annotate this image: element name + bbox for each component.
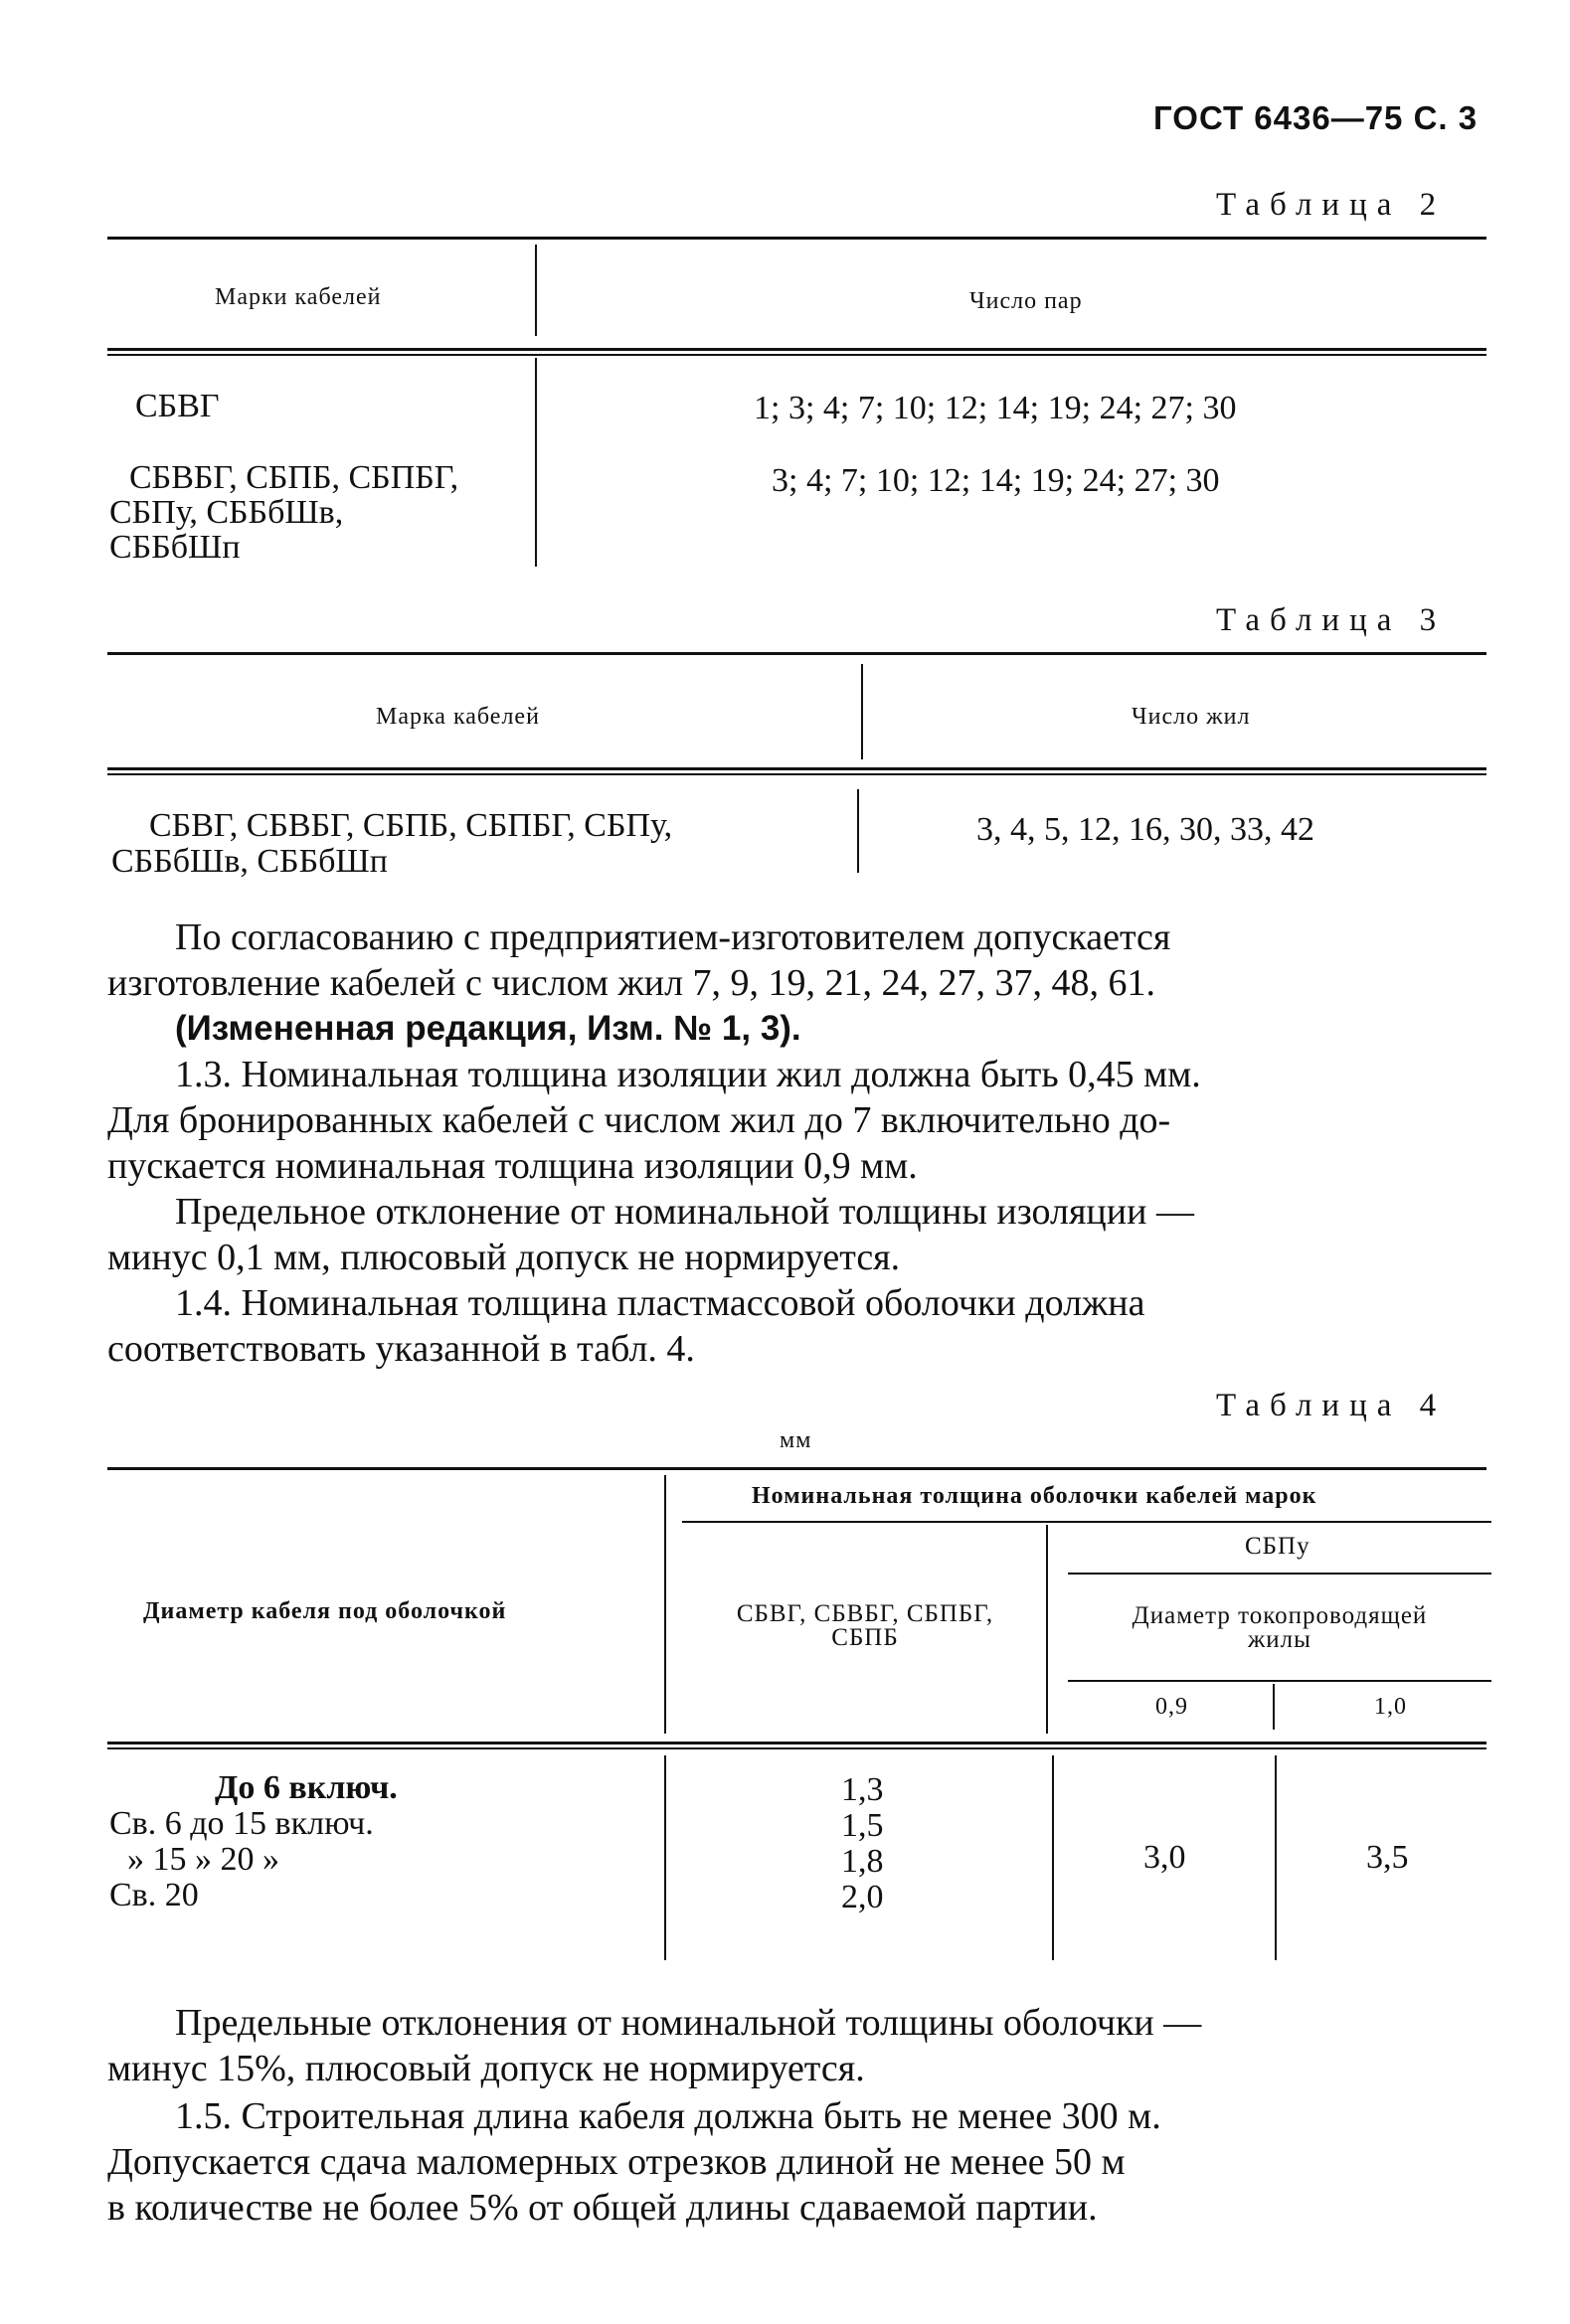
table4-diameter-4: Св. 20 bbox=[109, 1877, 199, 1913]
table4-diameter-3: » 15 » 20 » bbox=[127, 1841, 279, 1878]
table2-header-rule bbox=[107, 348, 1486, 351]
table4-diameter-2: Св. 6 до 15 включ. bbox=[109, 1805, 374, 1842]
table2-col-marks: Марки кабелей bbox=[215, 284, 382, 310]
table4-header-divider-3 bbox=[1273, 1684, 1275, 1730]
table3-header-rule-2 bbox=[107, 773, 1486, 775]
paragraph-agreement-line1: По согласованию с предприятием-изготовителем допускается bbox=[175, 916, 1171, 958]
table4-diameter-1: До 6 включ. bbox=[215, 1769, 398, 1806]
table4-col-sbpu: СБПу bbox=[1245, 1533, 1310, 1560]
table4-sbvg-value-2: 1,5 bbox=[841, 1807, 884, 1844]
table2-row2-marks-line2: СБПу, СББбШв, bbox=[109, 494, 344, 531]
paragraph-1-3-line1: 1.3. Номинальная толщина изоляции жил должна быть 0,45 мм. bbox=[175, 1054, 1201, 1095]
table3-header-rule bbox=[107, 767, 1486, 770]
table4-header-rule-2 bbox=[107, 1747, 1486, 1749]
table2-header-divider bbox=[535, 245, 537, 336]
table4-top-rule bbox=[107, 1467, 1486, 1470]
table2-col-pairs: Число пар bbox=[969, 288, 1083, 314]
table4-col-group: Номинальная толщина оболочки кабелей марок bbox=[752, 1483, 1317, 1509]
table4-header-divider-1 bbox=[664, 1475, 666, 1734]
table4-body-divider-1 bbox=[664, 1755, 666, 1960]
table3-caption: Таблица 3 bbox=[1216, 602, 1447, 638]
paragraph-1-5-line2: Допускается сдача маломерных отрезков длиной не менее 50 м bbox=[107, 2141, 1126, 2183]
table4-col-core-line1: Диаметр токопроводящей bbox=[1132, 1602, 1428, 1629]
table4-sbpu-09-value: 3,0 bbox=[1143, 1839, 1186, 1876]
paragraph-1-4-line2: соответствовать указанной в табл. 4. bbox=[107, 1328, 695, 1370]
paragraph-deviation-line2: минус 0,1 мм, плюсовый допуск не нормируется. bbox=[107, 1237, 901, 1278]
table3-col-marks: Марка кабелей bbox=[376, 704, 540, 730]
table3-top-rule bbox=[107, 652, 1486, 655]
table4-caption: Таблица 4 bbox=[1216, 1388, 1447, 1423]
table3-marks-line1: СБВГ, СБВБГ, СБПБ, СБПБГ, СБПу, bbox=[149, 807, 673, 844]
table4-sbvg-value-4: 2,0 bbox=[841, 1879, 884, 1915]
table4-body-divider-3 bbox=[1275, 1755, 1277, 1960]
table3-body-divider bbox=[857, 789, 859, 873]
table2-header-rule-2 bbox=[107, 354, 1486, 356]
table2-row1-marks: СБВГ bbox=[135, 388, 220, 424]
paragraph-1-5-line1: 1.5. Строительная длина кабеля должна быть не менее 300 м. bbox=[175, 2095, 1161, 2137]
table4-sbpu-10-value: 3,5 bbox=[1366, 1839, 1409, 1876]
table2-caption: Таблица 2 bbox=[1216, 187, 1447, 223]
table4-header-rule bbox=[107, 1742, 1486, 1744]
table4-col-09: 0,9 bbox=[1155, 1694, 1188, 1720]
table4-col-core-line2: жилы bbox=[1248, 1626, 1311, 1653]
paragraph-sheath-deviation-line2: минус 15%, плюсовый допуск не нормируется. bbox=[107, 2048, 865, 2089]
table4-sbvg-value-3: 1,8 bbox=[841, 1843, 884, 1880]
amendment-note: (Измененная редакция, Изм. № 1, 3). bbox=[175, 1009, 801, 1048]
table4-header-divider-2 bbox=[1046, 1525, 1048, 1734]
paragraph-sheath-deviation-line1: Предельные отклонения от номинальной толщины оболочки — bbox=[175, 2002, 1202, 2044]
table3-marks-line2: СББбШв, СББбШп bbox=[111, 843, 388, 880]
table3-cores: 3, 4, 5, 12, 16, 30, 33, 42 bbox=[976, 811, 1314, 848]
table3-header-divider bbox=[861, 664, 863, 759]
table4-col-diameter: Диаметр кабеля под оболочкой bbox=[143, 1598, 507, 1624]
table4-core-rule bbox=[1068, 1680, 1491, 1682]
table4-sbvg-value-1: 1,3 bbox=[841, 1771, 884, 1808]
table4-col-10: 1,0 bbox=[1374, 1694, 1407, 1720]
table2-body-divider bbox=[535, 358, 537, 567]
table4-sbpu-rule bbox=[1068, 1573, 1491, 1575]
table3-col-cores: Число жил bbox=[1132, 704, 1251, 730]
table2-row1-pairs: 1; 3; 4; 7; 10; 12; 14; 19; 24; 27; 30 bbox=[754, 390, 1237, 426]
table4-unit: мм bbox=[780, 1427, 812, 1453]
paragraph-1-3-line2: Для бронированных кабелей с числом жил до 7 включительно до- bbox=[107, 1099, 1171, 1141]
paragraph-1-5-line3: в количестве не более 5% от общей длины сдаваемой партии. bbox=[107, 2187, 1098, 2229]
table4-col-sbvg bbox=[686, 1602, 1044, 1650]
paragraph-1-3-line3: пускается номинальная толщина изоляции 0,9 мм. bbox=[107, 1145, 918, 1187]
table4-group-rule bbox=[682, 1521, 1491, 1523]
table4-col-sbvg-line1: СБВГ, СБВБГ, СБПБГ, bbox=[736, 1600, 994, 1627]
table2-top-rule bbox=[107, 237, 1486, 240]
table4-body-divider-2 bbox=[1052, 1755, 1054, 1960]
table2-row2-pairs: 3; 4; 7; 10; 12; 14; 19; 24; 27; 30 bbox=[772, 462, 1220, 499]
table2-row2-marks-line1: СБВБГ, СБПБ, СБПБГ, bbox=[129, 459, 459, 496]
paragraph-deviation-line1: Предельное отклонение от номинальной толщины изоляции — bbox=[175, 1191, 1194, 1233]
paragraph-agreement-line2: изготовление кабелей с числом жил 7, 9, 19, 21, 24, 27, 37, 48, 61. bbox=[107, 962, 1156, 1004]
page-header: ГОСТ 6436—75 С. 3 bbox=[1153, 99, 1479, 136]
paragraph-1-4-line1: 1.4. Номинальная толщина пластмассовой оболочки должна bbox=[175, 1282, 1145, 1324]
table2-row2-marks-line3: СББбШп bbox=[109, 529, 241, 566]
table4-col-core bbox=[1068, 1604, 1491, 1652]
table4-col-sbvg-line2: СБПБ bbox=[831, 1624, 899, 1651]
